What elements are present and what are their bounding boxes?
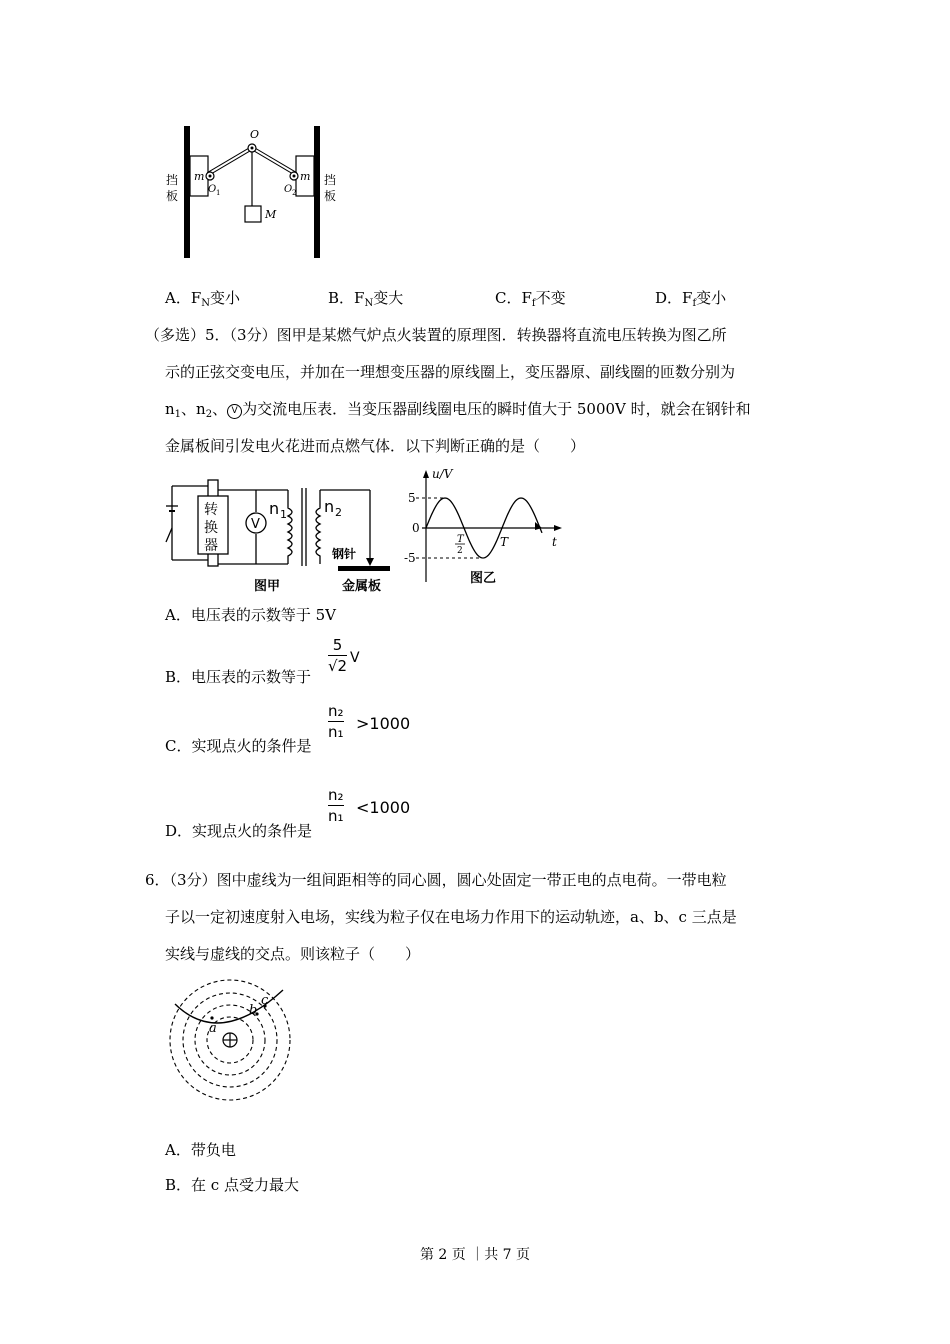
q6-stem-line2: 子以一定初速度射入电场，实线为粒子仅在电场力作用下的运动轨迹，a、b、c 三点是 [165,908,737,926]
tick-neg5: -5 [404,551,416,565]
board-left-text-2: 板 [166,189,179,203]
tick-0: 0 [412,521,420,535]
tick-5: 5 [408,491,416,505]
tick-T: T [500,535,509,549]
converter-text-3: 器 [204,538,218,554]
tick-T-half-num: T [457,534,464,545]
q5-stem-line2: 示的正弦交变电压，并加在一理想变压器的原线圈上，变压器原、副线圈的匝数分别为 [165,363,736,381]
q5-option-d[interactable]: D．实现点火的条件是 [165,822,313,840]
caption-jia: 图甲 [254,579,281,594]
q4-option-a[interactable]: A．$F_N$变小 [165,289,241,309]
q5-stem-line1: （多选）5．（3分）图甲是某燃气炉点火装置的原理图．转换器将直流电压转换为图乙所 [145,326,727,344]
q5-option-a[interactable]: A．电压表的示数等于 5V [165,606,336,624]
label-t-axis: t [552,535,557,549]
q6-option-b[interactable]: B．在 c 点受力最大 [165,1176,299,1194]
label-O: O [250,128,260,141]
left-board [184,126,190,258]
q5-option-c-fraction: n₂ n₁ [328,702,344,741]
board-right-text-2: 板 [324,189,337,203]
q5-option-b-unit: V [350,650,360,666]
metal-plate [338,566,390,571]
label-O1: O [208,184,217,195]
label-b: b [249,1003,258,1018]
voltmeter-symbol: V [227,404,242,419]
label-m-right: m [300,170,311,183]
voltmeter-letter: V [251,517,260,532]
label-n1-sub: 1 [280,508,287,521]
q5-figure-jia [162,478,394,596]
label-plate: 金属板 [342,579,382,594]
q5-stem-line4: 金属板间引发电火花进而点燃气体．以下判断正确的是（ ） [165,437,586,455]
q4-option-c[interactable]: C．$F_f$不变 [495,289,566,309]
label-O2-sub: 2 [292,189,297,197]
q4-option-b[interactable]: B．$F_N$变大 [328,289,404,309]
q5-stem-line3: $n_1$、$n_2$、 V 为交流电压表．当变压器副线圈电压的瞬时值大于 5000V 时，就会在钢针和 [165,400,751,420]
q5-option-c-condition: >1000 [356,714,411,733]
q6-stem-line3: 实线与虚线的交点。则该粒子（ ） [165,945,421,963]
label-c: c [261,993,269,1008]
q4-figure [160,118,360,263]
q5-option-b[interactable]: B．电压表的示数等于 [165,668,312,686]
label-M: M [265,208,277,221]
label-n2-sub: 2 [335,506,342,519]
label-n1: n [269,499,280,518]
board-right-text-1: 挡 [324,173,337,187]
q6-option-a[interactable]: A．带负电 [165,1141,236,1159]
board-left-text-1: 挡 [166,173,179,187]
caption-yi: 图乙 [470,571,497,586]
label-u-axis: u/V [432,467,453,481]
label-O2: O [284,184,293,195]
q5-option-d-fraction: n₂ n₁ [328,786,344,825]
q6-figure [165,978,295,1106]
right-board [314,126,320,258]
q5-option-d-condition: <1000 [356,798,411,817]
q5-option-c[interactable]: C．实现点火的条件是 [165,737,312,755]
label-needle: 钢针 [332,547,357,561]
page-footer: 第 2 页 ｜共 7 页 [419,1247,531,1263]
q4-option-d[interactable]: D．$F_f$变小 [655,289,727,309]
label-O1-sub: 1 [216,189,221,197]
converter-text-2: 换 [204,520,218,536]
q5-figure-yi [402,464,568,588]
converter-text-1: 转 [204,502,218,518]
q5-option-b-fraction: 5 √2 [328,636,348,675]
label-a: a [209,1021,217,1036]
label-n2: n [324,497,335,516]
q6-stem-line1: 6．（3分）图中虚线为一组间距相等的同心圆，圆心处固定一带正电的点电荷。一带电粒 [145,871,727,889]
mass-M [245,206,261,222]
label-m-left: m [194,170,205,183]
tick-T-half-den: 2 [457,546,463,556]
